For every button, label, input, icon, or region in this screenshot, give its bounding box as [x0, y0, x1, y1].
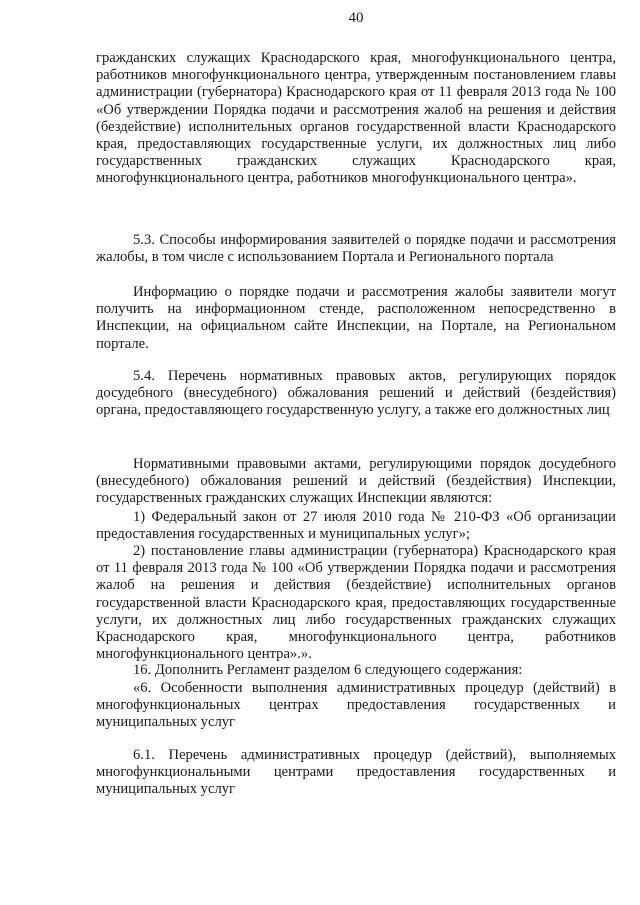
section-6-1-heading: 6.1. Перечень административных процедур (действий), выполняемых многофункциональными центрами предоставления государственных и муниципальных услуг — [96, 747, 616, 798]
list-item-1: 1) Федеральный закон от 27 июля 2010 года № 210-ФЗ «Об организации предоставления государственных и муниципальных услуг»; — [96, 509, 616, 543]
section-5-4-paragraph: Нормативными правовыми актами, регулирующими порядок досудебного (внесудебного) обжалования решений и действий (бездействия) Инспекции, государственных гражданских служащих Инспекции являются: — [96, 456, 616, 507]
section-5-4-heading: 5.4. Перечень нормативных правовых актов, регулирующих порядок досудебного (внесудебного) обжалования решений и действий (бездействия) органа, предоставляющего государственную услугу, а также его должностных лиц — [96, 368, 616, 419]
paragraph-continuation: гражданских служащих Краснодарского края, многофункционального центра, работников многофункционального центра, утвержденным постановлением главы администрации (губернатора) Краснодарского края от 11 февраля 2013 года № 100 «Об утверждении Порядка подачи и рассмотрения жалоб на решения и действия (бездействие) исполнительных органов государственной власти Краснодарского края, предоставляющих государственные услуги, их должностных лиц либо государственных гражданских служащих Краснодарского края, многофункционального центра, работников многофункционального центра». — [96, 50, 616, 187]
section-5-3-paragraph: Информацию о порядке подачи и рассмотрения жалобы заявители могут получить на информационном стенде, расположенном непосредственно в Инспекции, на официальном сайте Инспекции, на Портале, на Региональном портале. — [96, 284, 616, 352]
section-6-heading: «6. Особенности выполнения административных процедур (действий) в многофункциональных центрах предоставления государственных и муниципальных услуг — [96, 680, 616, 731]
amendment-16-paragraph: 16. Дополнить Регламент разделом 6 следующего содержания: — [133, 662, 523, 678]
section-5-3-heading: 5.3. Способы информирования заявителей о порядке подачи и рассмотрения жалобы, в том числе с использованием Портала и Регионального портала — [96, 232, 616, 266]
document-page — [96, 0, 616, 905]
page-number: 40 — [348, 10, 364, 26]
list-item-2: 2) постановление главы администрации (губернатора) Краснодарского края от 11 февраля 2013 года № 100 «Об утверждении Порядка подачи и рассмотрения жалоб на решения и действия (бездействие) исполнительных органов государственной власти Краснодарского края, предоставляющих государственные услуги, их должностных лиц либо государственных гражданских служащих Краснодарского края, многофункционального центра, работников многофункционального центра».». — [96, 543, 616, 663]
